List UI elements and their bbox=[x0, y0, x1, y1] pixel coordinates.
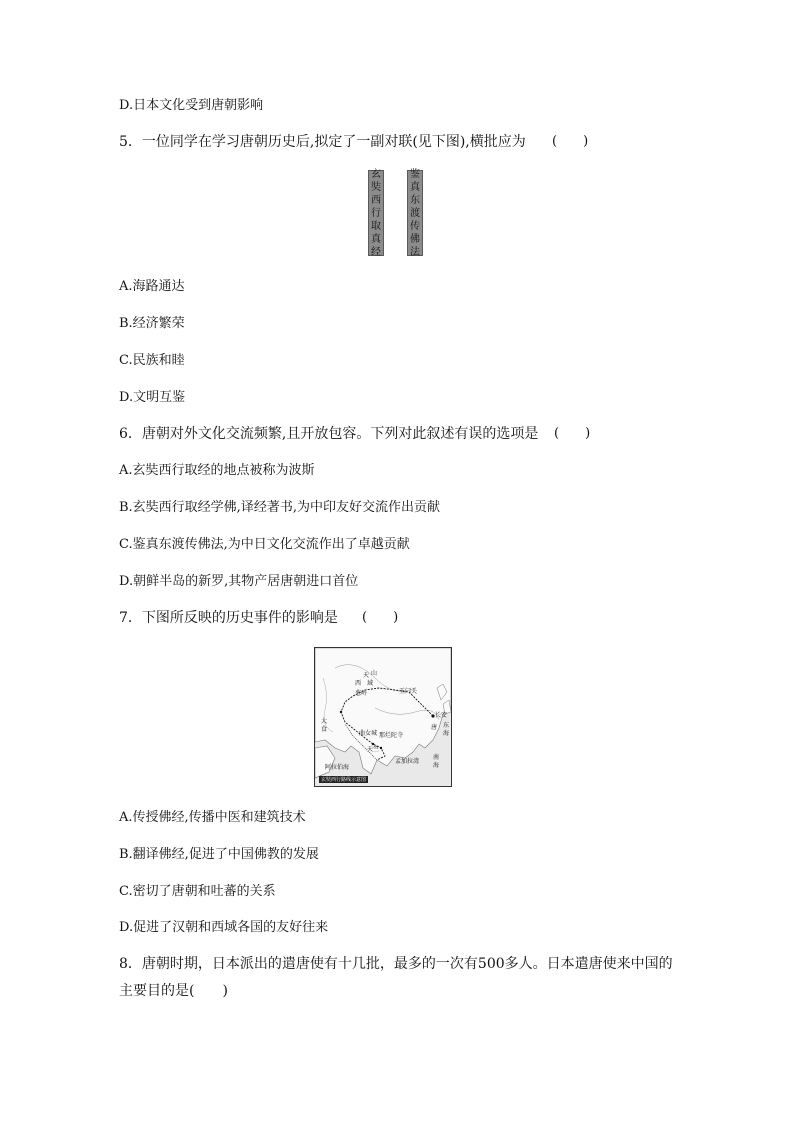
map-label-yumenguan: 玉门关 bbox=[399, 688, 418, 695]
couplet-char: 法 bbox=[410, 246, 420, 258]
q8-stem-line2: 主要目的是( ) bbox=[119, 983, 228, 999]
q5-answer-bracket: ( ) bbox=[552, 134, 589, 149]
map-label-dashi: 大 bbox=[321, 718, 328, 725]
q7-answer-bracket: ( ) bbox=[362, 610, 399, 625]
q7-option-a: A.传授佛经,传播中医和建筑技术 bbox=[119, 810, 306, 825]
map-label-hai2: 海 bbox=[433, 762, 440, 769]
couplet-char: 行 bbox=[371, 207, 381, 219]
couplet-left-scroll bbox=[368, 170, 384, 256]
map-label-xiyu: 西 域 bbox=[355, 680, 374, 687]
map-label-tang: 唐 bbox=[431, 724, 438, 731]
q5-option-d: D.文明互鉴 bbox=[119, 390, 186, 405]
map-caption: 玄奘西行路线示意图 bbox=[321, 777, 367, 783]
q5-option-c: C.民族和睦 bbox=[119, 353, 185, 368]
map-label-shan: 山 bbox=[371, 670, 378, 677]
q7-option-c: C.密切了唐朝和吐蕃的关系 bbox=[119, 884, 276, 899]
q6-option-a: A.玄奘西行取经的地点被称为波斯 bbox=[119, 463, 315, 478]
couplet-char: 鉴 bbox=[410, 168, 420, 180]
q6-answer-bracket: ( ) bbox=[554, 426, 591, 441]
map-label-changan: 长安 bbox=[435, 712, 448, 719]
map-label-congling: 葱岭 bbox=[355, 690, 368, 697]
q7-stem: 7．下图所反映的历史事件的影响是 bbox=[119, 610, 338, 626]
map-label-nan: 南 bbox=[433, 754, 440, 761]
map-label-qunvcheng: 曲女城 bbox=[359, 730, 378, 737]
map-label-dong: 东 bbox=[443, 722, 450, 729]
couplet-char: 经 bbox=[371, 246, 381, 258]
couplet-char: 取 bbox=[371, 220, 381, 232]
q6-stem: 6．唐朝对外文化交流频繁,且开放包容。下列对此叙述有误的选项是 bbox=[119, 426, 539, 442]
couplet-char: 渡 bbox=[410, 207, 420, 219]
q6-option-b: B.玄奘西行取经学佛,译经著书,为中印友好交流作出贡献 bbox=[119, 500, 440, 515]
couplet-char: 传 bbox=[410, 220, 420, 232]
couplet-char: 奘 bbox=[371, 181, 381, 193]
map-label-tianzhu: 天竺 bbox=[367, 746, 380, 753]
q7-option-d: D.促进了汉朝和西域各国的友好往来 bbox=[119, 920, 329, 935]
couplet-char: 真 bbox=[371, 233, 381, 245]
q5-option-a: A.海路通达 bbox=[119, 279, 185, 294]
map-label-tianshan: 天 bbox=[363, 672, 370, 679]
couplet-char: 玄 bbox=[371, 168, 381, 180]
q7-option-b: B.翻译佛经,促进了中国佛教的发展 bbox=[119, 847, 319, 862]
couplet-char: 东 bbox=[410, 194, 420, 206]
map-label-bengal: 孟加拉湾 bbox=[395, 758, 420, 765]
q5-option-b: B.经济繁荣 bbox=[119, 316, 185, 331]
map-label-shi: 食 bbox=[321, 726, 328, 733]
map-label-arabian: 阿拉伯海 bbox=[325, 764, 350, 771]
q6-option-d: D.朝鲜半岛的新罗,其物产居唐朝进口首位 bbox=[119, 574, 359, 589]
couplet-char: 佛 bbox=[410, 233, 420, 245]
q4-option-d: D.日本文化受到唐朝影响 bbox=[119, 98, 264, 113]
xuanzang-route-map bbox=[314, 647, 452, 787]
couplet-right-scroll bbox=[407, 170, 423, 256]
q6-option-c: C.鉴真东渡传佛法,为中日文化交流作出了卓越贡献 bbox=[119, 537, 410, 552]
q8-stem-line1: 8．唐朝时期，日本派出的遣唐使有十几批，最多的一次有500多人。日本遣唐使来中国的 bbox=[119, 956, 673, 972]
q5-stem: 5．一位同学在学习唐朝历史后,拟定了一副对联(见下图),横批应为 bbox=[119, 134, 526, 150]
couplet-char: 真 bbox=[410, 181, 420, 193]
map-label-nalantuo: 那烂陀寺 bbox=[379, 732, 404, 739]
map-label-hai: 海 bbox=[443, 730, 450, 737]
couplet-char: 西 bbox=[371, 194, 381, 206]
